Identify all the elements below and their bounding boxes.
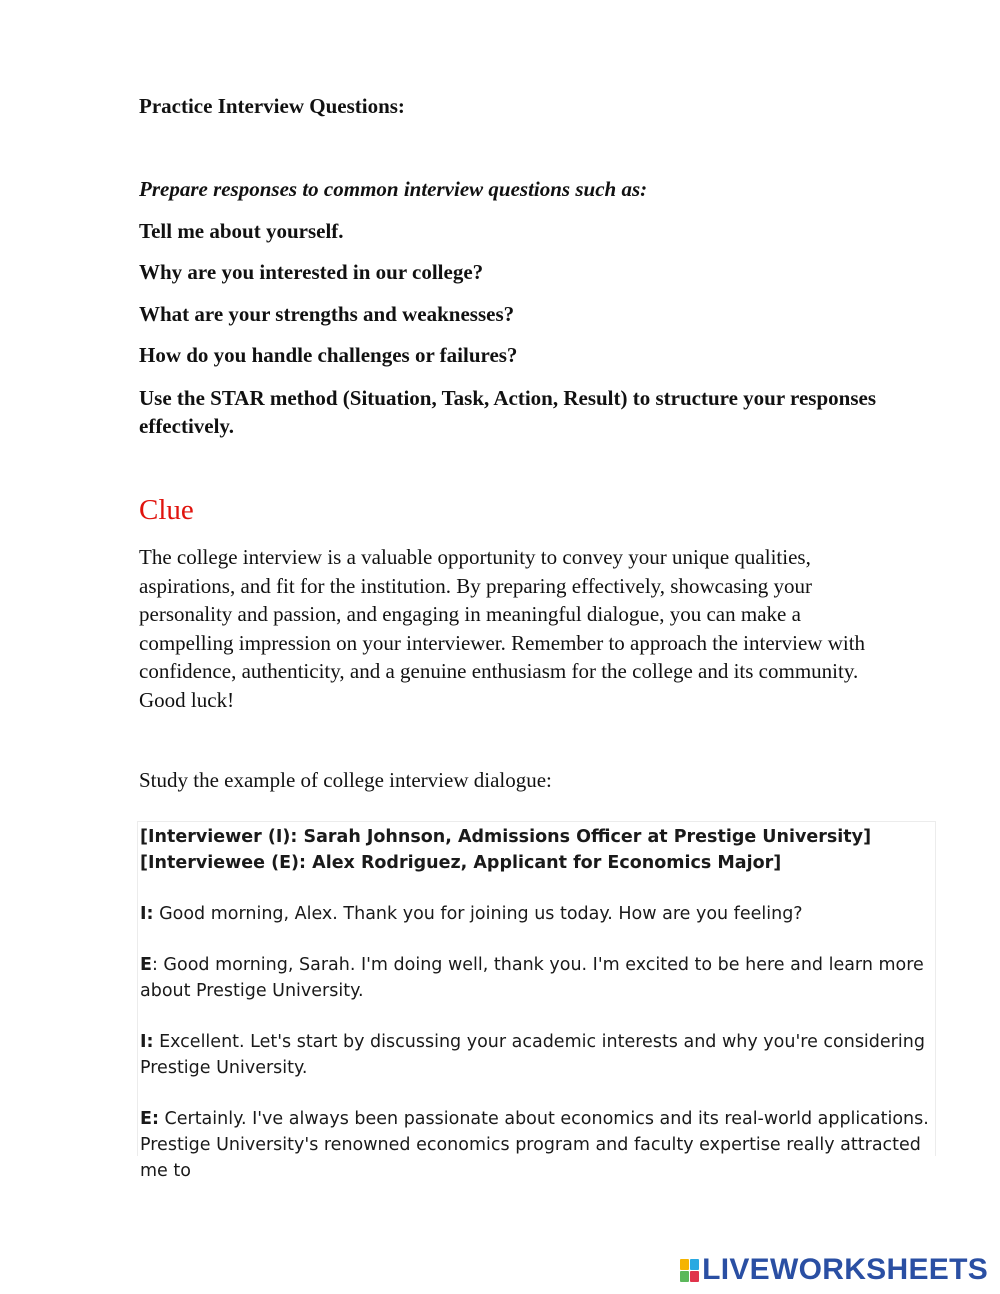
dialogue-line bbox=[140, 1029, 933, 1081]
dialogue-line bbox=[140, 1106, 933, 1184]
intro-text: Prepare responses to common interview questions such as: bbox=[139, 177, 648, 201]
interviewer-info: [Interviewer (I): Sarah Johnson, Admissions Officer at Prestige University] bbox=[140, 827, 872, 847]
dialogue-text: Excellent. Let's start by discussing your academic interests and why you're considering Prestige University. bbox=[140, 1032, 925, 1078]
logo-square bbox=[680, 1259, 689, 1270]
logo-mark-icon bbox=[680, 1259, 698, 1281]
dialogue-line bbox=[140, 901, 933, 927]
liveworksheets-logo[interactable] bbox=[680, 1253, 988, 1287]
star-method-tip: Use the STAR method (Situation, Task, Action, Result) to structure your responses effectively. bbox=[139, 386, 876, 438]
question-item: How do you handle challenges or failures? bbox=[139, 343, 518, 367]
dialogue-box bbox=[137, 821, 936, 1181]
logo-square bbox=[690, 1271, 699, 1282]
logo-text: LIVEWORKSHEETS bbox=[702, 1253, 988, 1286]
dialogue-line bbox=[140, 952, 933, 1004]
logo-square bbox=[680, 1271, 689, 1282]
question-item: What are your strengths and weaknesses? bbox=[139, 302, 515, 326]
dialogue-text: Good morning, Alex. Thank you for joining us today. How are you feeling? bbox=[153, 904, 803, 924]
clue-paragraph: The college interview is a valuable opportunity to convey your unique qualities, aspirations, and fit for the institution. By preparing effectively, showcasing your personality and passion, and engaging in meaningful dialogue, you can make a compelling impression on your interviewer. Remember to approach the interview with confidence, authenticity, and a genuine enthusiasm for the college and its community. Good luck! bbox=[139, 545, 866, 712]
speaker-label: E bbox=[140, 955, 152, 975]
speaker-label: I: bbox=[140, 904, 154, 924]
clue-title: Clue bbox=[139, 494, 194, 526]
logo-square bbox=[690, 1259, 699, 1270]
dialogue-text: Certainly. I've always been passionate about economics and its real-world applications. Prestige University's renowned economics program and faculty expertise really attracted me to bbox=[140, 1109, 929, 1181]
question-item: Why are you interested in our college? bbox=[139, 260, 484, 284]
dialogue-text: : Good morning, Sarah. I'm doing well, thank you. I'm excited to be here and learn more about Prestige University. bbox=[140, 955, 924, 1001]
dialogue-header bbox=[140, 824, 933, 876]
speaker-label: I: bbox=[140, 1032, 154, 1052]
study-prompt: Study the example of college interview dialogue: bbox=[139, 768, 552, 792]
speaker-label: E: bbox=[140, 1109, 159, 1129]
section-heading: Practice Interview Questions: bbox=[139, 94, 405, 118]
interviewee-info: [Interviewee (E): Alex Rodriguez, Applicant for Economics Major] bbox=[140, 853, 782, 873]
question-item: Tell me about yourself. bbox=[139, 219, 344, 243]
